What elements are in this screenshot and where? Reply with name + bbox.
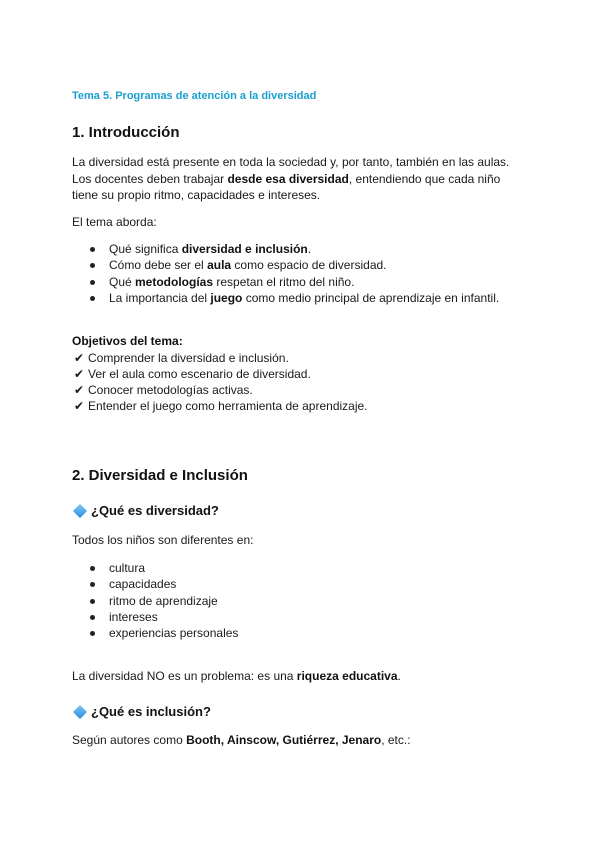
- list-item: ✔ Comprender la diversidad e inclusión.: [74, 351, 289, 365]
- diversidad-statement: La diversidad NO es un problema: es una riqueza educativa.: [72, 669, 401, 683]
- blue-diamond-icon: [73, 705, 87, 719]
- objetivos-list: [74, 350, 368, 414]
- list-item: Cómo debe ser el aula como espacio de diversidad.: [72, 257, 499, 273]
- intro-line-1: La diversidad está presente en toda la sociedad y, por tanto, también en las aulas.: [72, 155, 510, 169]
- list-item: capacidades: [72, 576, 238, 592]
- section2-heading: 2. Diversidad e Inclusión: [72, 467, 248, 484]
- blue-diamond-icon: [73, 504, 87, 518]
- intro-paragraph: [72, 154, 509, 204]
- aborda-list: [72, 241, 499, 306]
- list-item: La importancia del juego como medio principal de aprendizaje en infantil.: [72, 290, 499, 306]
- list-item: ✔ Entender el juego como herramienta de aprendizaje.: [74, 399, 368, 413]
- list-item: ✔ Ver el aula como escenario de diversidad.: [74, 367, 311, 381]
- list-item: intereses: [72, 609, 238, 625]
- list-item: Qué metodologías respetan el ritmo del niño.: [72, 274, 499, 290]
- check-icon: ✔: [74, 383, 85, 397]
- question-diversidad: ¿Qué es diversidad?: [72, 503, 219, 518]
- intro-heading: 1. Introducción: [72, 124, 180, 141]
- question-inclusion: ¿Qué es inclusión?: [72, 704, 211, 719]
- intro-line-3: tiene su propio ritmo, capacidades e intereses.: [72, 188, 321, 202]
- list-item: ritmo de aprendizaje: [72, 593, 238, 609]
- check-icon: ✔: [74, 399, 85, 413]
- list-item: cultura: [72, 560, 238, 576]
- list-item: experiencias personales: [72, 625, 238, 641]
- inclusion-authors: Según autores como Booth, Ainscow, Gutiérrez, Jenaro, etc.:: [72, 733, 411, 747]
- objetivos-title: Objetivos del tema:: [72, 334, 183, 348]
- check-icon: ✔: [74, 367, 85, 381]
- diversidad-intro: Todos los niños son diferentes en:: [72, 533, 254, 547]
- aborda-label: El tema aborda:: [72, 215, 157, 229]
- list-item: ✔ Conocer metodologías activas.: [74, 383, 253, 397]
- document-title: Tema 5. Programas de atención a la diversidad: [72, 90, 317, 102]
- list-item: Qué significa diversidad e inclusión.: [72, 241, 499, 257]
- diversidad-list: [72, 560, 238, 641]
- intro-line-2: Los docentes deben trabajar desde esa diversidad, entendiendo que cada niño: [72, 171, 501, 186]
- check-icon: ✔: [74, 351, 85, 365]
